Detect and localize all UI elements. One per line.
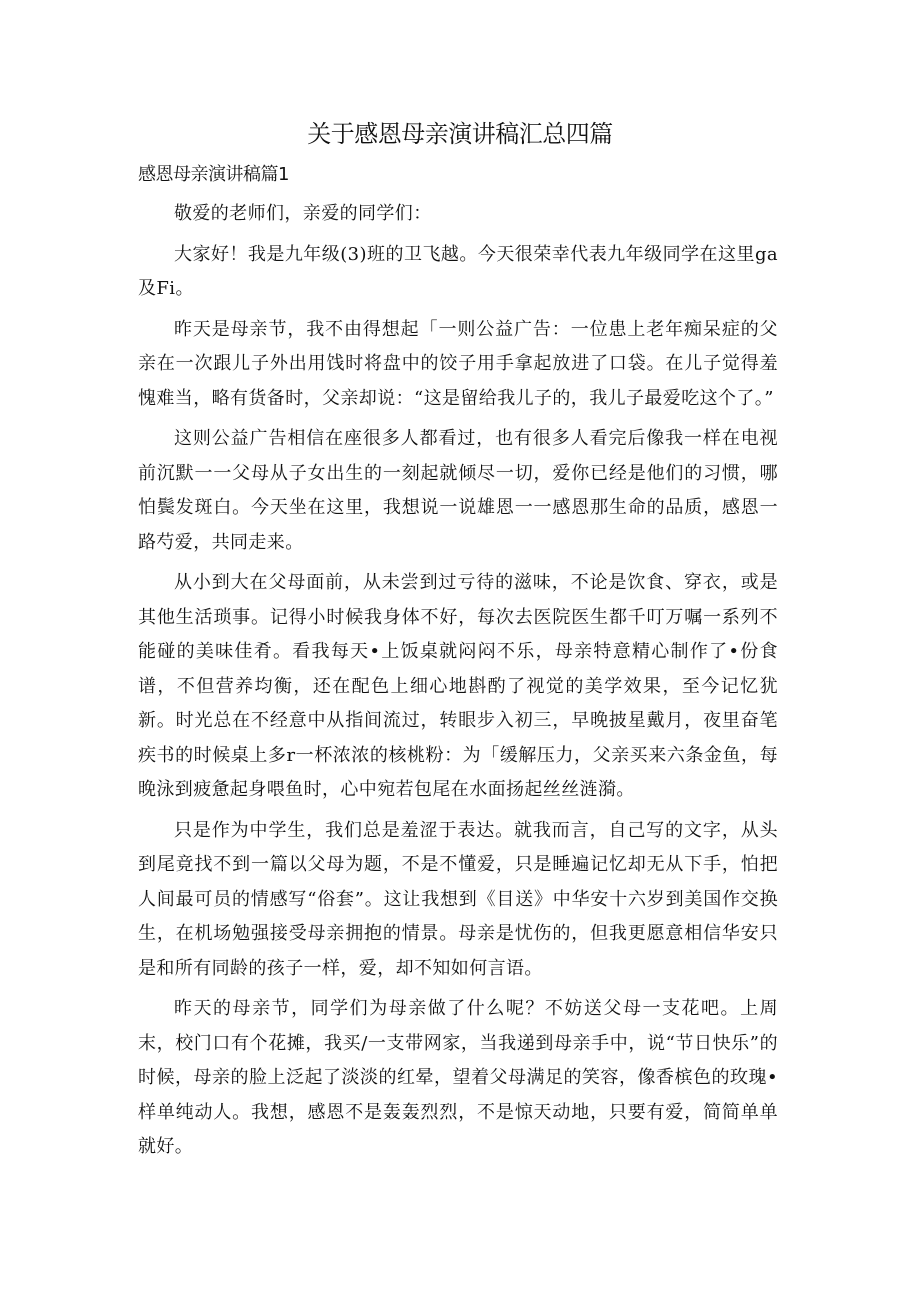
- paragraph-flower-gift: 昨天的母亲节，同学们为母亲做了什么呢？不妨送父母一支花吧。上周末，校门口有个花摊，我买/一支带网家，当我递到母亲手中，说“节日快乐”的时候，母亲的脸上泛起了淡淡的红晕，望着父母满足的笑容，像香槟色的玫瑰•样单纯动人。我想，感恩不是轰轰烈烈，不是惊天动地，只要有爱，简简单单就好。: [138, 998, 778, 1157]
- paragraph-expression: 只是作为中学生，我们总是羞涩于表达。就我而言，自己写的文字，从头到尾竟找不到一篇以父母为题，不是不懂爱，只是睡遍记忆却无从下手，怕把人间最可员的情感写“俗套”。这让我想到《目送》中华安十六岁到美国作交换生，在机场勉强接受母亲拥抱的情景。母亲是忧伤的，但我更愿意相信华安只是和所有同龄的孩子一样，爱，却不知如何言语。: [138, 819, 778, 979]
- section-heading: 感恩母亲演讲稿篇1: [138, 164, 289, 185]
- paragraph-childhood-memories: 从小到大在父母面前，从未尝到过亏待的滋味，不论是饮食、穿衣，或是其他生活琐事。记得小时候我身体不好，每次去医院医生都千叮万嘱一系列不能碰的美味佳肴。看我每天•上饭桌就闷闷不乐，母亲特意精心制作了•份食谱，不但营养均衡，还在配色上细心地斟酌了视觉的美学效果，至今记忆犹新。时光总在不经意中从指间流过，转眼步入初三，早晚披星戴月，夜里奋笔疾书的时候桌上多r一杯浓浓的核桃粉：为「缓解压力，父亲买来六条金鱼，每晚泳到疲惫起身喂鱼时，心中宛若包尾在水面扬起丝丝涟漪。: [138, 572, 778, 800]
- paragraph-mothers-day-ad: 昨天是母亲节，我不由得想起「一则公益广告：一位患上老年痴呆症的父亲在一次跟儿子外出用饯时将盘中的饺子用手拿起放进了口袋。在儿子觉得羞愧难当，略有货备时，父亲却说：“这是留给我儿子的，我儿子最爱吃这个了。”: [138, 318, 778, 409]
- paragraph-reflection: 这则公益广告相信在座很多人都看过，也有很多人看完后像我一样在电视前沉默一一父母从子女出生的一刻起就倾尽一切，爱你已经是他们的习惯，哪怕鬓发斑白。今天坐在这里，我想说一说雄恩一一感恩那生命的品质，感恩一路芍爱，共同走来。: [138, 428, 778, 553]
- document-body: [138, 197, 778, 1171]
- paragraph-greeting: 敬爱的老师们，亲爱的同学们：: [174, 203, 432, 224]
- document-title: 关于感恩母亲演讲稿汇总四篇: [307, 120, 613, 148]
- paragraph-introduction: 大家好！我是九年级(3)班的卫飞越。今天很荣幸代表九年级同学在这里ga及Fi。: [138, 243, 778, 299]
